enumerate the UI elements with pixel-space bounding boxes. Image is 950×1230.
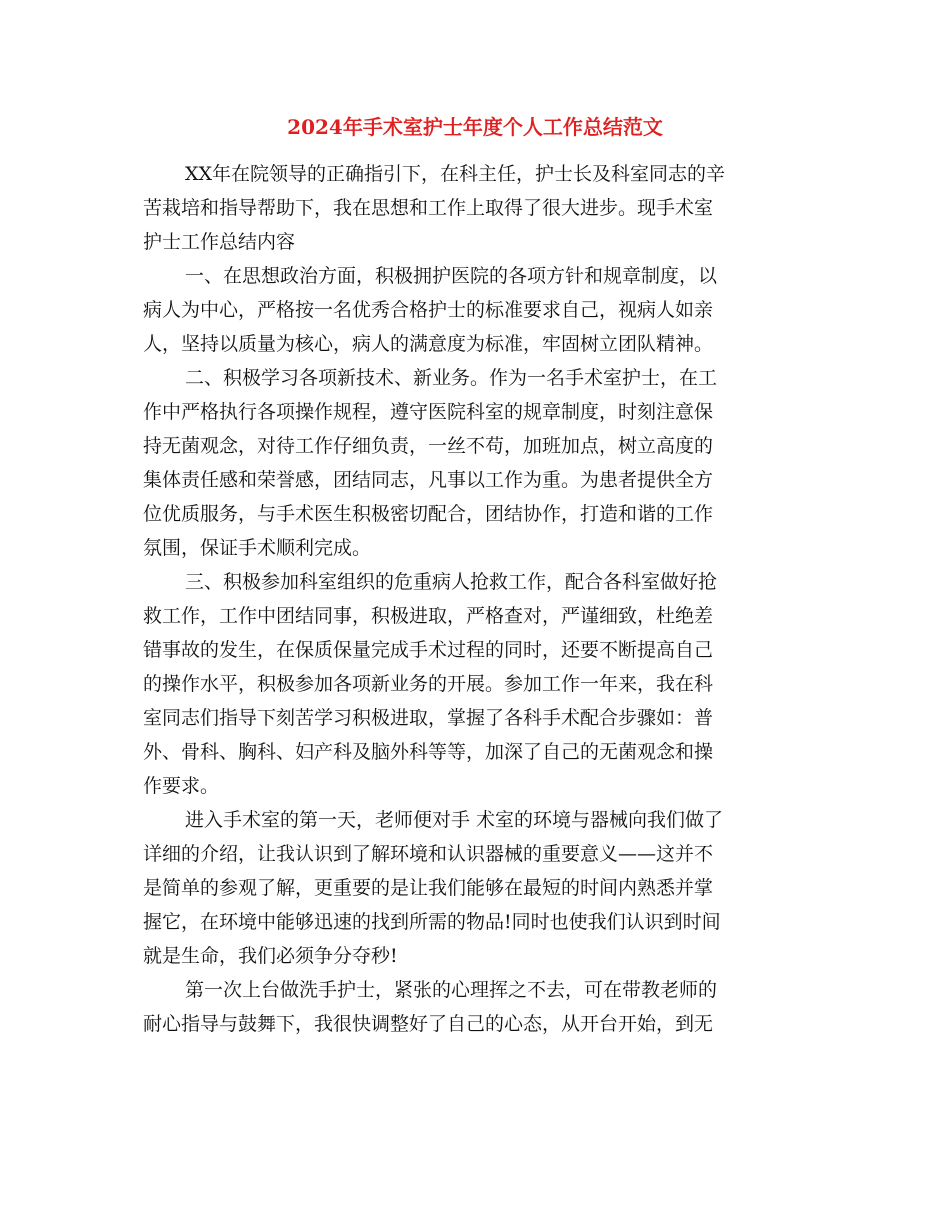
paragraph — [143, 259, 808, 361]
paragraph — [143, 803, 808, 973]
text-line: 一、在思想政治方面，积极拥护医院的各项方针和规章制度，以 — [185, 265, 718, 287]
text-line: 的操作水平，积极参加各项新业务的开展。参加工作一年来，我在科 — [143, 673, 714, 695]
text-line: 进入手术室的第一天，老师便对手 术室的环境与器械向我们做了 — [185, 809, 724, 831]
text-line: 位优质服务，与手术医生积极密切配合，团结协作，打造和谐的工作 — [143, 503, 714, 525]
text-line: 作要求。 — [143, 775, 220, 797]
paragraph — [143, 565, 808, 803]
text-line: 持无菌观念，对待工作仔细负责，一丝不苟，加班加点，树立高度的 — [143, 435, 714, 457]
text-line: 就是生命，我们必须争分夺秒! — [143, 945, 398, 967]
paragraph — [143, 361, 808, 565]
text-line: 外、骨科、胸科、妇产科及脑外科等等，加深了自己的无菌观念和操 — [143, 741, 714, 763]
text-line: XX年在院领导的正确指引下，在科主任，护士长及科室同志的辛 — [185, 163, 726, 185]
text-line: 是简单的参观了解，更重要的是让我们能够在最短的时间内熟悉并掌 — [143, 877, 714, 899]
text-line: 集体责任感和荣誉感，团结同志，凡事以工作为重。为患者提供全方 — [143, 469, 714, 491]
text-line: 第一次上台做洗手护士，紧张的心理挥之不去，可在带教老师的 — [185, 979, 718, 1001]
text-line: 握它，在环境中能够迅速的找到所需的物品!同时也使我们认识到时间 — [143, 911, 721, 933]
text-line: 错事故的发生，在保质保量完成手术过程的同时，还要不断提高自己 — [143, 639, 714, 661]
text-line: 耐心指导与鼓舞下，我很快调整好了自己的心态，从开台开始，到无 — [143, 1013, 714, 1035]
text-line: 室同志们指导下刻苦学习积极进取，掌握了各科手术配合步骤如：普 — [143, 707, 714, 729]
text-line: 二、积极学习各项新技术、新业务。作为一名手术室护士，在工 — [185, 367, 718, 389]
document-title: 2024年手术室护士年度个人工作总结范文 — [287, 115, 663, 139]
text-line: 详细的介绍，让我认识到了解环境和认识器械的重要意义——这并不 — [143, 843, 714, 865]
text-line: 作中严格执行各项操作规程，遵守医院科室的规章制度，时刻注意保 — [143, 401, 714, 423]
text-line: 护士工作总结内容 — [143, 231, 296, 253]
text-line: 氛围，保证手术顺利完成。 — [143, 537, 372, 559]
document-body — [143, 157, 808, 1041]
text-line: 救工作，工作中团结同事，积极进取，严格查对，严谨细致，杜绝差 — [143, 605, 714, 627]
paragraph — [143, 157, 808, 259]
text-line: 苦栽培和指导帮助下，我在思想和工作上取得了很大进步。现手术室 — [143, 197, 714, 219]
text-line: 三、积极参加科室组织的危重病人抢救工作，配合各科室做好抢 — [185, 571, 718, 593]
text-line: 人，坚持以质量为核心，病人的满意度为标准，牢固树立团队精神。 — [143, 333, 714, 355]
paragraph — [143, 973, 808, 1041]
text-line: 病人为中心，严格按一名优秀合格护士的标准要求自己，视病人如亲 — [143, 299, 714, 321]
